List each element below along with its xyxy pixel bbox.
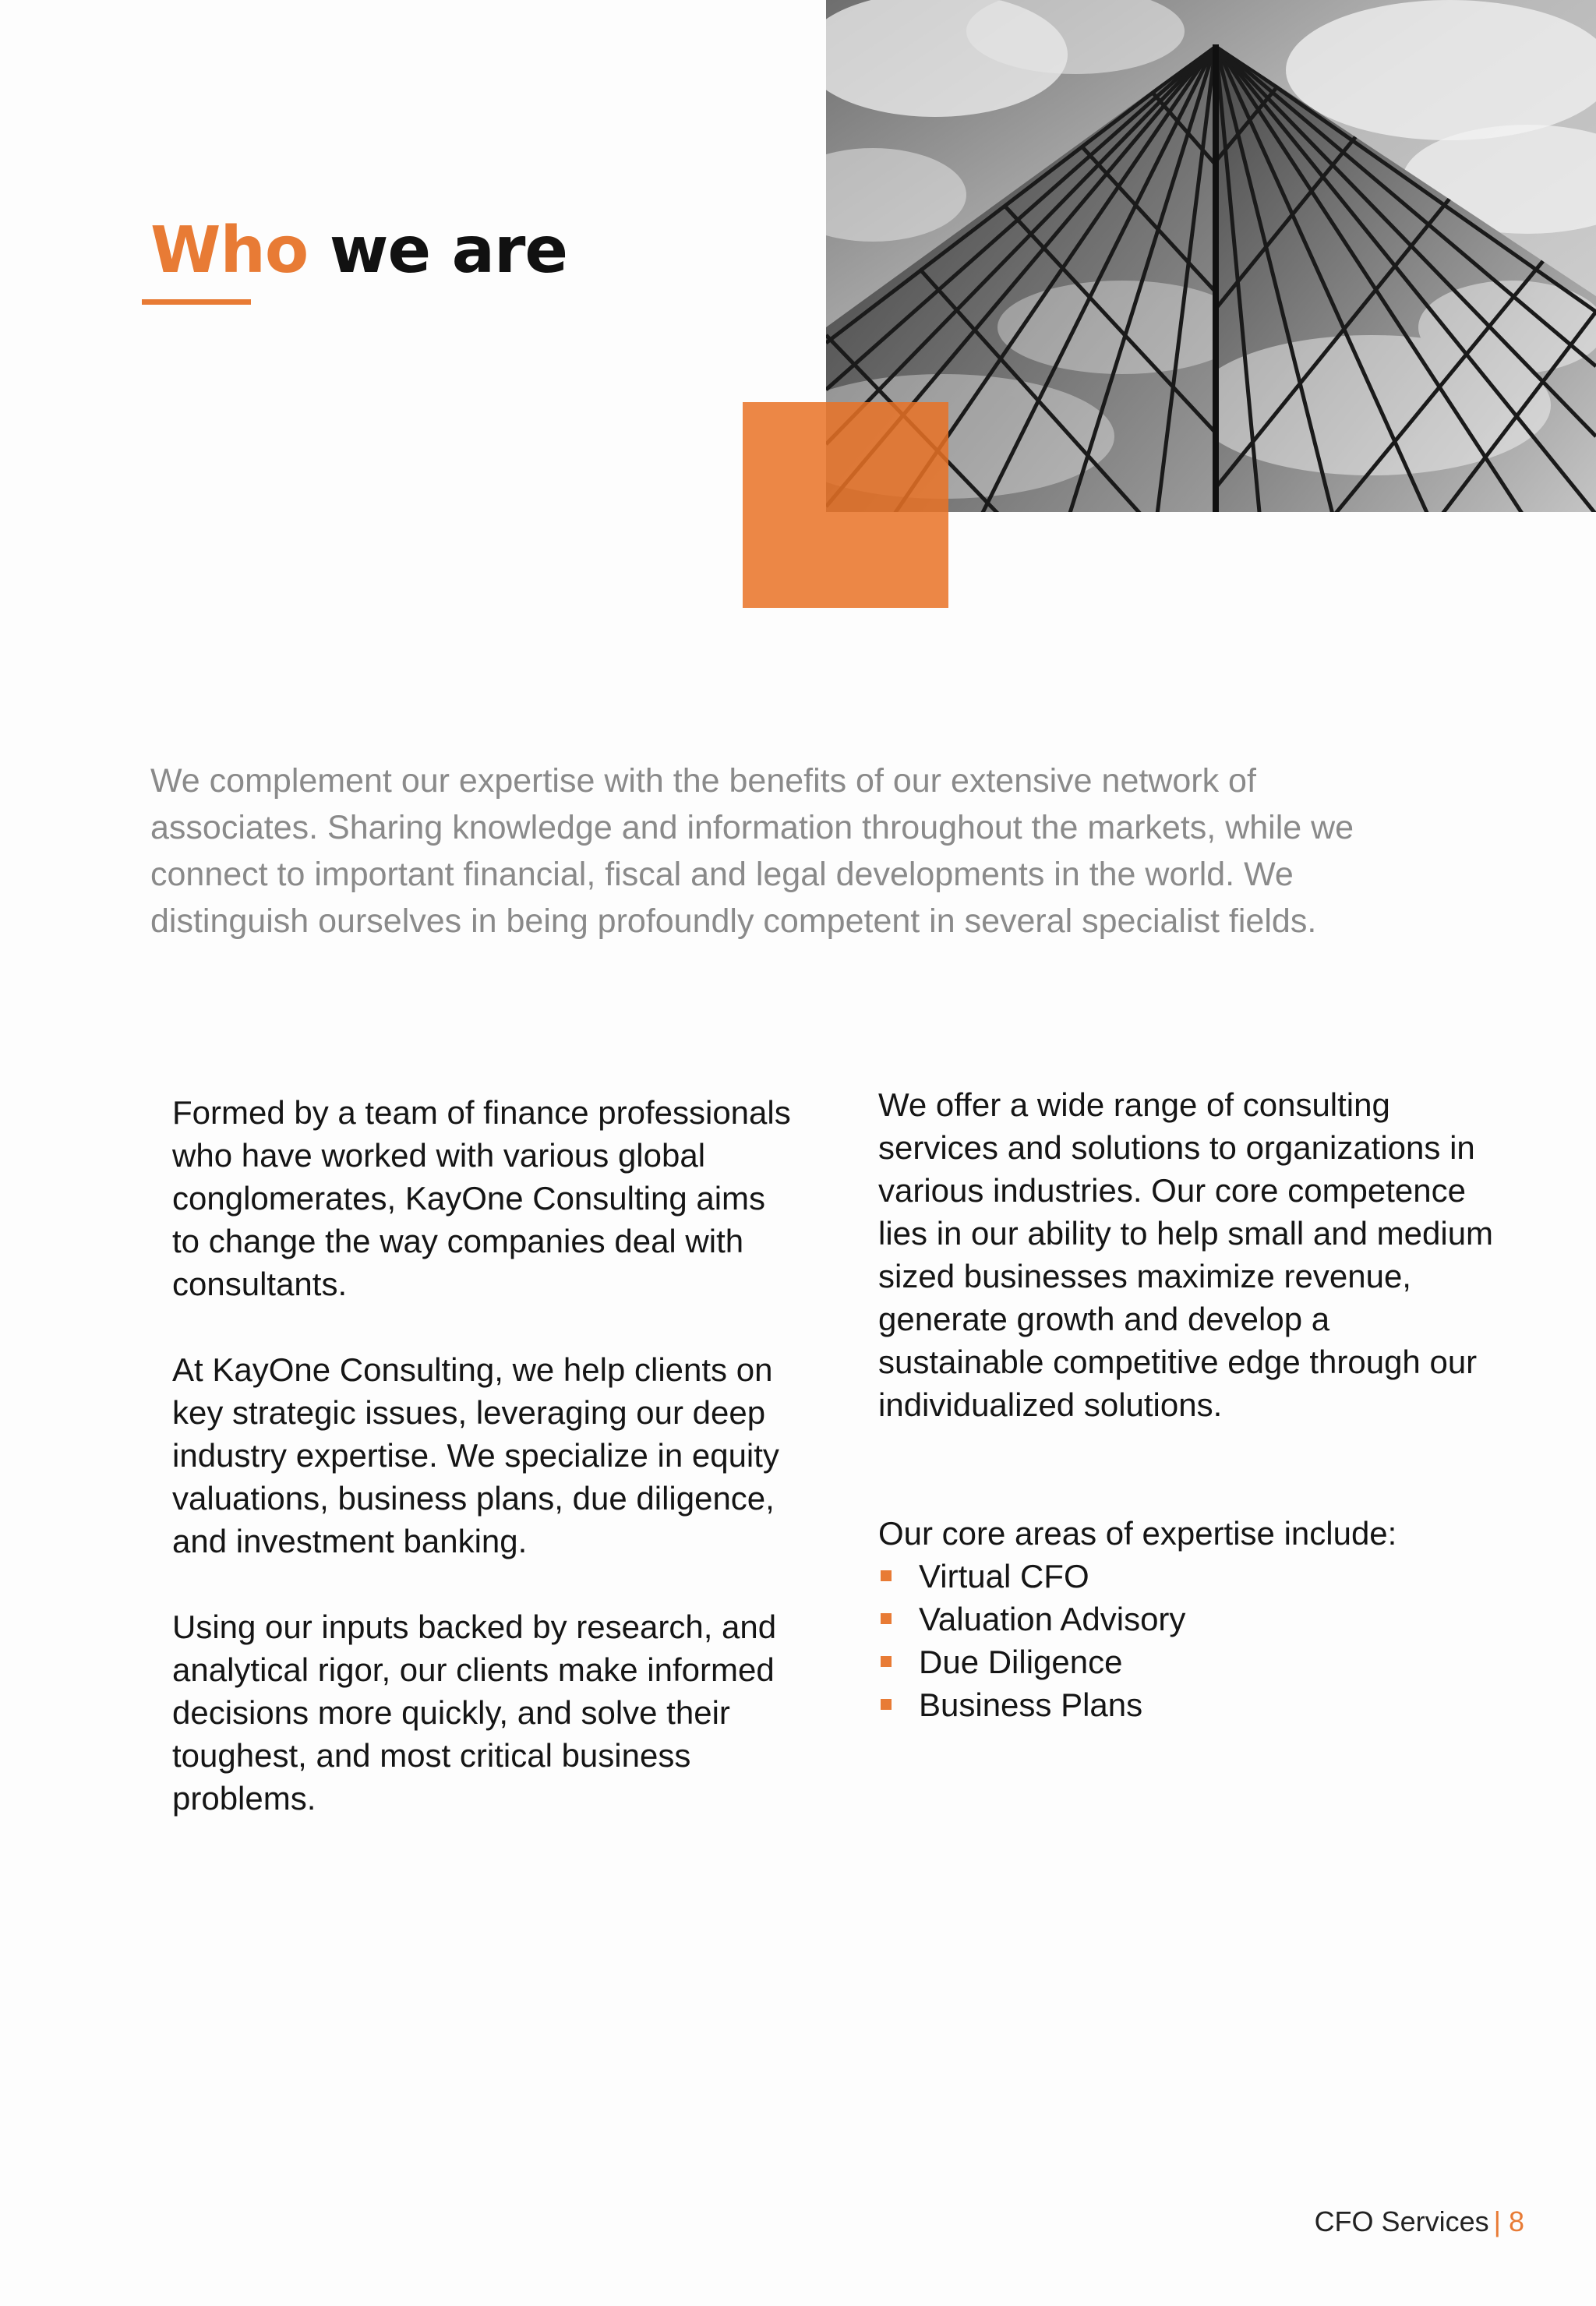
orange-square-bullet-icon xyxy=(881,1613,892,1624)
page-title xyxy=(150,212,567,290)
orange-square-bullet-icon xyxy=(881,1570,892,1581)
list-item xyxy=(878,1683,1494,1726)
list-item xyxy=(878,1555,1494,1598)
list-item-label: Due Diligence xyxy=(919,1644,1123,1680)
page-footer xyxy=(1315,2202,1524,2241)
title-accent-word: Who xyxy=(150,214,309,288)
list-item-label: Virtual CFO xyxy=(919,1558,1089,1594)
title-underline xyxy=(142,299,251,305)
page-number: 8 xyxy=(1508,2205,1524,2237)
list-item xyxy=(878,1598,1494,1640)
expertise-list xyxy=(878,1555,1494,1726)
footer-separator: | xyxy=(1493,2205,1501,2237)
orange-square-bullet-icon xyxy=(881,1656,892,1667)
title-rest: we are xyxy=(329,214,568,288)
accent-square xyxy=(743,402,948,608)
left-paragraph: Using our inputs backed by research, and analytical rigor, our clients make informed decisions more quickly, and solve their toughest, and most critical business problems. xyxy=(172,1609,777,1817)
left-column xyxy=(172,1091,796,1820)
list-item-label: Business Plans xyxy=(919,1686,1143,1723)
left-paragraph: Formed by a team of finance professionals who have worked with various global conglomerates, KayOne Consulting aims to change the way companies deal with consultants. xyxy=(172,1094,791,1302)
intro-text: We complement our expertise with the benefits of our extensive network of associates. Sharing knowledge and information throughout the markets, while we connect to important financial, fiscal and legal developments in the world. We distinguish ourselves in being profoundly competent in several specialist fields. xyxy=(150,762,1354,940)
left-paragraph: At KayOne Consulting, we help clients on key strategic issues, leveraging our deep industry expertise. We specialize in equity valuations, business plans, due diligence, and investment banking. xyxy=(172,1351,779,1559)
list-item-label: Valuation Advisory xyxy=(919,1601,1186,1637)
footer-section-name: CFO Services xyxy=(1314,2205,1489,2237)
right-column xyxy=(878,1083,1494,1726)
list-item xyxy=(878,1640,1494,1683)
right-paragraph: We offer a wide range of consulting services and solutions to organizations in various industries. Our core competence lies in our ability to help small and medium sized businesses maximize revenue, generate growth and develop a sustainable competitive edge through our individualized solutions. xyxy=(878,1086,1494,1423)
expertise-intro: Our core areas of expertise include: xyxy=(878,1515,1397,1552)
orange-square-bullet-icon xyxy=(881,1699,892,1710)
